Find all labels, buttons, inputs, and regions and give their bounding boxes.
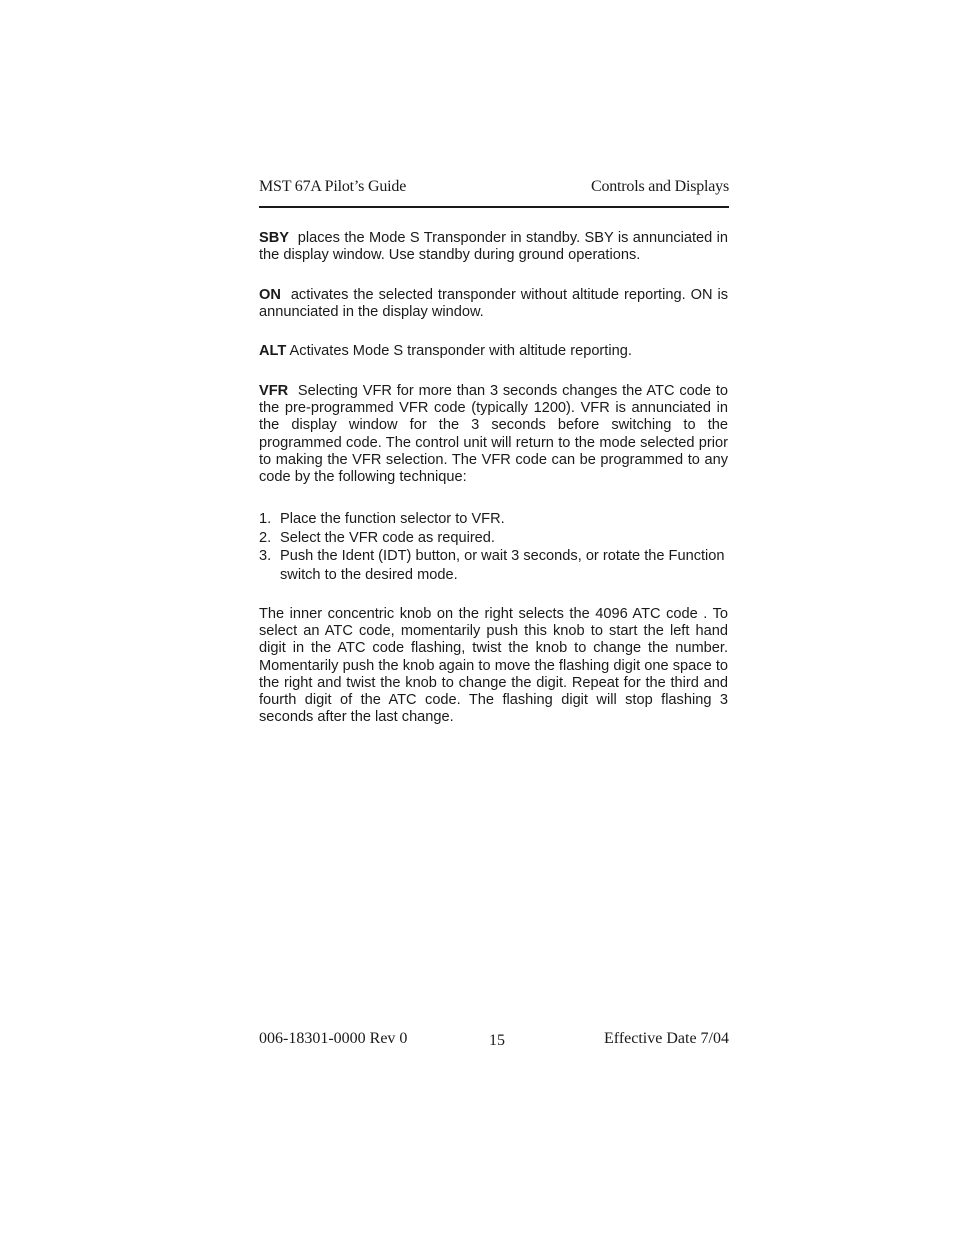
vfr-programming-steps [259,510,728,584]
paragraph-sby [259,230,728,264]
term-alt: ALT [259,343,287,359]
step-text: Push the Ident (IDT) button, or wait 3 seconds, or rotate the Function switch to the desired mode. [280,548,725,583]
document-page [259,0,729,1235]
step-number: 2. [259,529,272,546]
step-number: 3. [259,548,272,564]
paragraph-alt [259,343,728,360]
term-vfr: VFR [259,383,289,399]
step-number: 1. [259,511,272,527]
paragraph-alt-text: Activates Mode S transponder with altitude reporting. [289,343,632,359]
list-item [259,510,728,529]
document-number: 006-18301-0000 Rev 0 [259,1030,408,1047]
page-header [259,176,729,208]
step-text: Select the VFR code as required. [280,529,495,546]
list-item [259,547,728,584]
guide-title: MST 67A Pilot’s Guide [259,178,407,195]
section-title: Controls and Displays [590,178,729,195]
term-on: ON [259,287,281,303]
effective-date: Effective Date 7/04 [604,1030,729,1047]
paragraph-atc-knob: The inner concentric knob on the right selects the 4096 ATC code . To select an ATC code, momentarily push this knob to start the left hand digit in the ATC code flashing, twist the knob to change the number. Momentarily push the knob again to move the flashing digit one space to the right and twist the knob to change the digit. Repeat for the third and fourth digit of the ATC code. The flashing digit will stop flashing 3 seconds after the last change. [259,606,728,726]
step-text: Place the function selector to VFR. [280,511,505,527]
paragraph-sby-text: places the Mode S Transponder in standby. SBY is annunciated in the display window. Use standby during ground operations. [259,230,728,264]
paragraph-vfr [259,383,728,486]
paragraph-on-text: activates the selected transponder without altitude reporting. ON is annunciated in the display window. [259,287,728,321]
paragraph-on [259,287,728,321]
term-sby: SBY [259,230,290,246]
list-item [259,529,728,548]
page-number: 15 [489,1032,505,1049]
paragraph-vfr-text: Selecting VFR for more than 3 seconds changes the ATC code to the pre-programmed VFR code (typically 1200). VFR is annunciated in the display window for the 3 seconds before switching to the programmed code. The control unit will return to the mode selected prior to making the VFR selection. The VFR code can be programmed to any code by the following technique: [259,383,728,486]
